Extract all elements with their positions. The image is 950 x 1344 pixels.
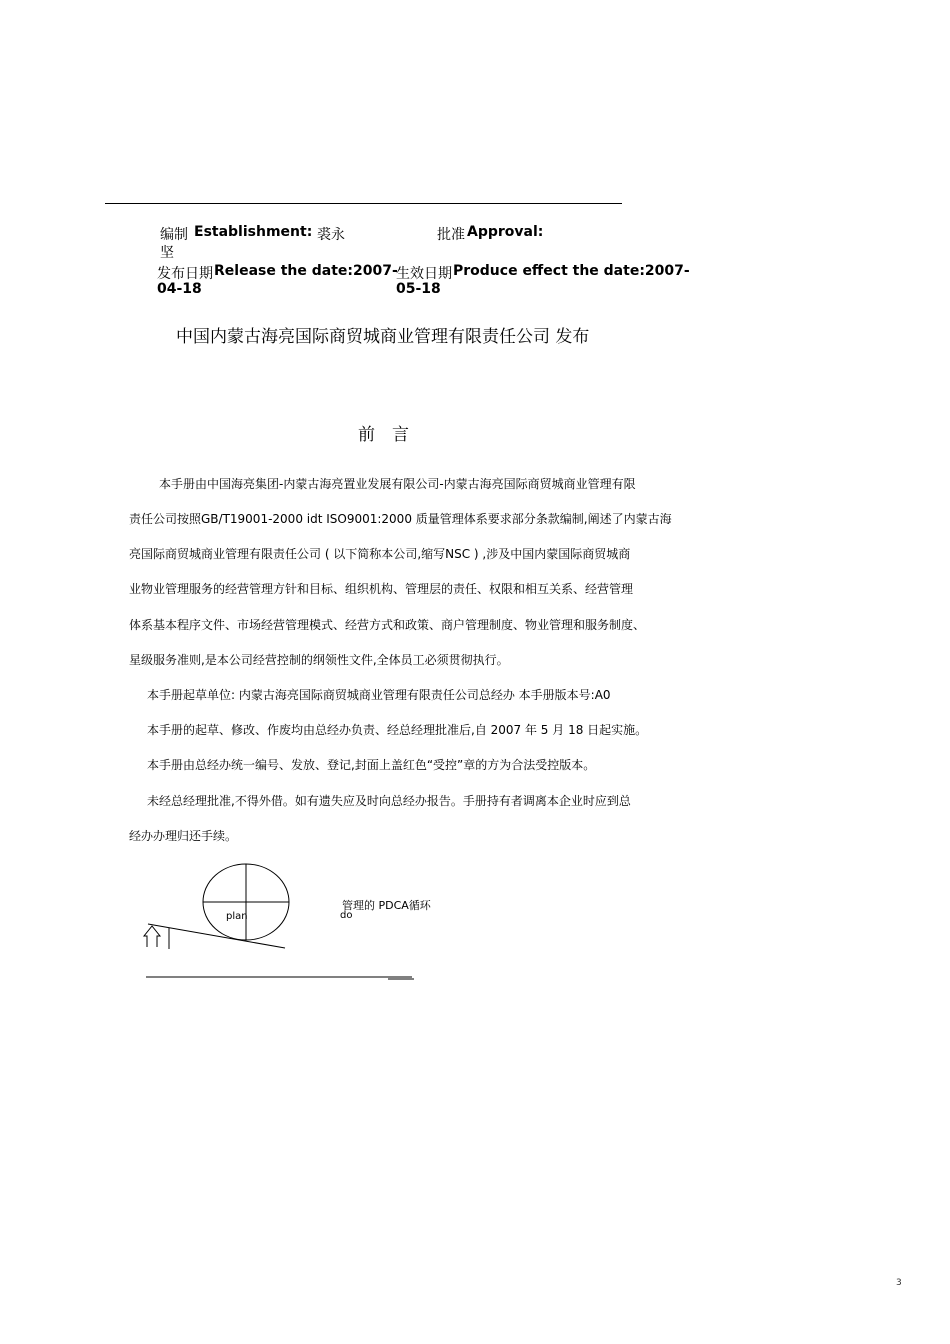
preface-line: 星级服务准则,是本公司经营控制的纲领性文件,全体员工必须贯彻执行。 xyxy=(129,653,509,667)
preface-line: 责任公司按照GB/T19001-2000 idt ISO9001:2000 质量管理体系要求部分条款编制,阐述了内蒙古海 xyxy=(129,512,672,526)
effect-date-value-cont: 05-18 xyxy=(396,281,441,297)
page-number: 3 xyxy=(896,1278,902,1288)
pdca-label-do: do xyxy=(340,910,353,921)
preface-line: 亮国际商贸城商业管理有限责任公司 ( 以下简称本公司,缩写NSC ) ,涉及中国内蒙国际商贸城商 xyxy=(129,547,631,561)
publisher-line: 中国内蒙古海亮国际商贸城商业管理有限责任公司 发布 xyxy=(176,327,590,347)
preface-title: 前 言 xyxy=(358,425,409,445)
up-arrow-icon xyxy=(144,926,160,947)
establishment-name-cont: 坚 xyxy=(160,245,174,261)
preface-line: 业物业管理服务的经营管理方针和目标、组织机构、管理层的责任、权限和相互关系、经营管理 xyxy=(129,582,634,596)
release-date-value-cont: 04-18 xyxy=(157,281,202,297)
approval-cn-label: 批准 xyxy=(437,227,465,243)
top-rule xyxy=(105,203,622,204)
release-date-cn-label: 发布日期 xyxy=(157,266,213,282)
release-date-value: Release the date:2007- xyxy=(214,263,398,279)
preface-line: 本手册由中国海亮集团-内蒙古海亮置业发展有限公司-内蒙古海亮国际商贸城商业管理有限 xyxy=(159,477,636,491)
preface-line: 本手册的起草、修改、作废均由总经办负责、经总经理批准后,自 2007 年 5 月 18 日起实施。 xyxy=(147,723,648,737)
establishment-en-label: Establishment: xyxy=(194,224,313,240)
establishment-name: 裘永 xyxy=(317,227,345,243)
preface-line: 经办办理归还手续。 xyxy=(129,829,238,843)
pdca-label-plan: plan xyxy=(226,911,248,922)
pdca-diagram xyxy=(140,858,440,988)
pdca-caption: 管理的 PDCA循环 xyxy=(342,899,431,912)
effect-date-cn-label: 生效日期 xyxy=(396,266,452,282)
preface-line: 本手册起草单位: 内蒙古海亮国际商贸城商业管理有限责任公司总经办 本手册版本号:A0 xyxy=(147,688,611,702)
approval-en-label: Approval: xyxy=(467,224,544,240)
preface-line: 未经总经理批准,不得外借。如有遗失应及时向总经办报告。手册持有者调离本企业时应到总 xyxy=(147,794,631,808)
preface-line: 体系基本程序文件、市场经营管理模式、经营方式和政策、商户管理制度、物业管理和服务制度、 xyxy=(129,618,646,632)
preface-line: 本手册由总经办统一编号、发放、登记,封面上盖红色“受控”章的方为合法受控版本。 xyxy=(147,758,596,772)
establishment-cn-label: 编制 xyxy=(160,227,188,243)
effect-date-value: Produce effect the date:2007- xyxy=(453,263,690,279)
